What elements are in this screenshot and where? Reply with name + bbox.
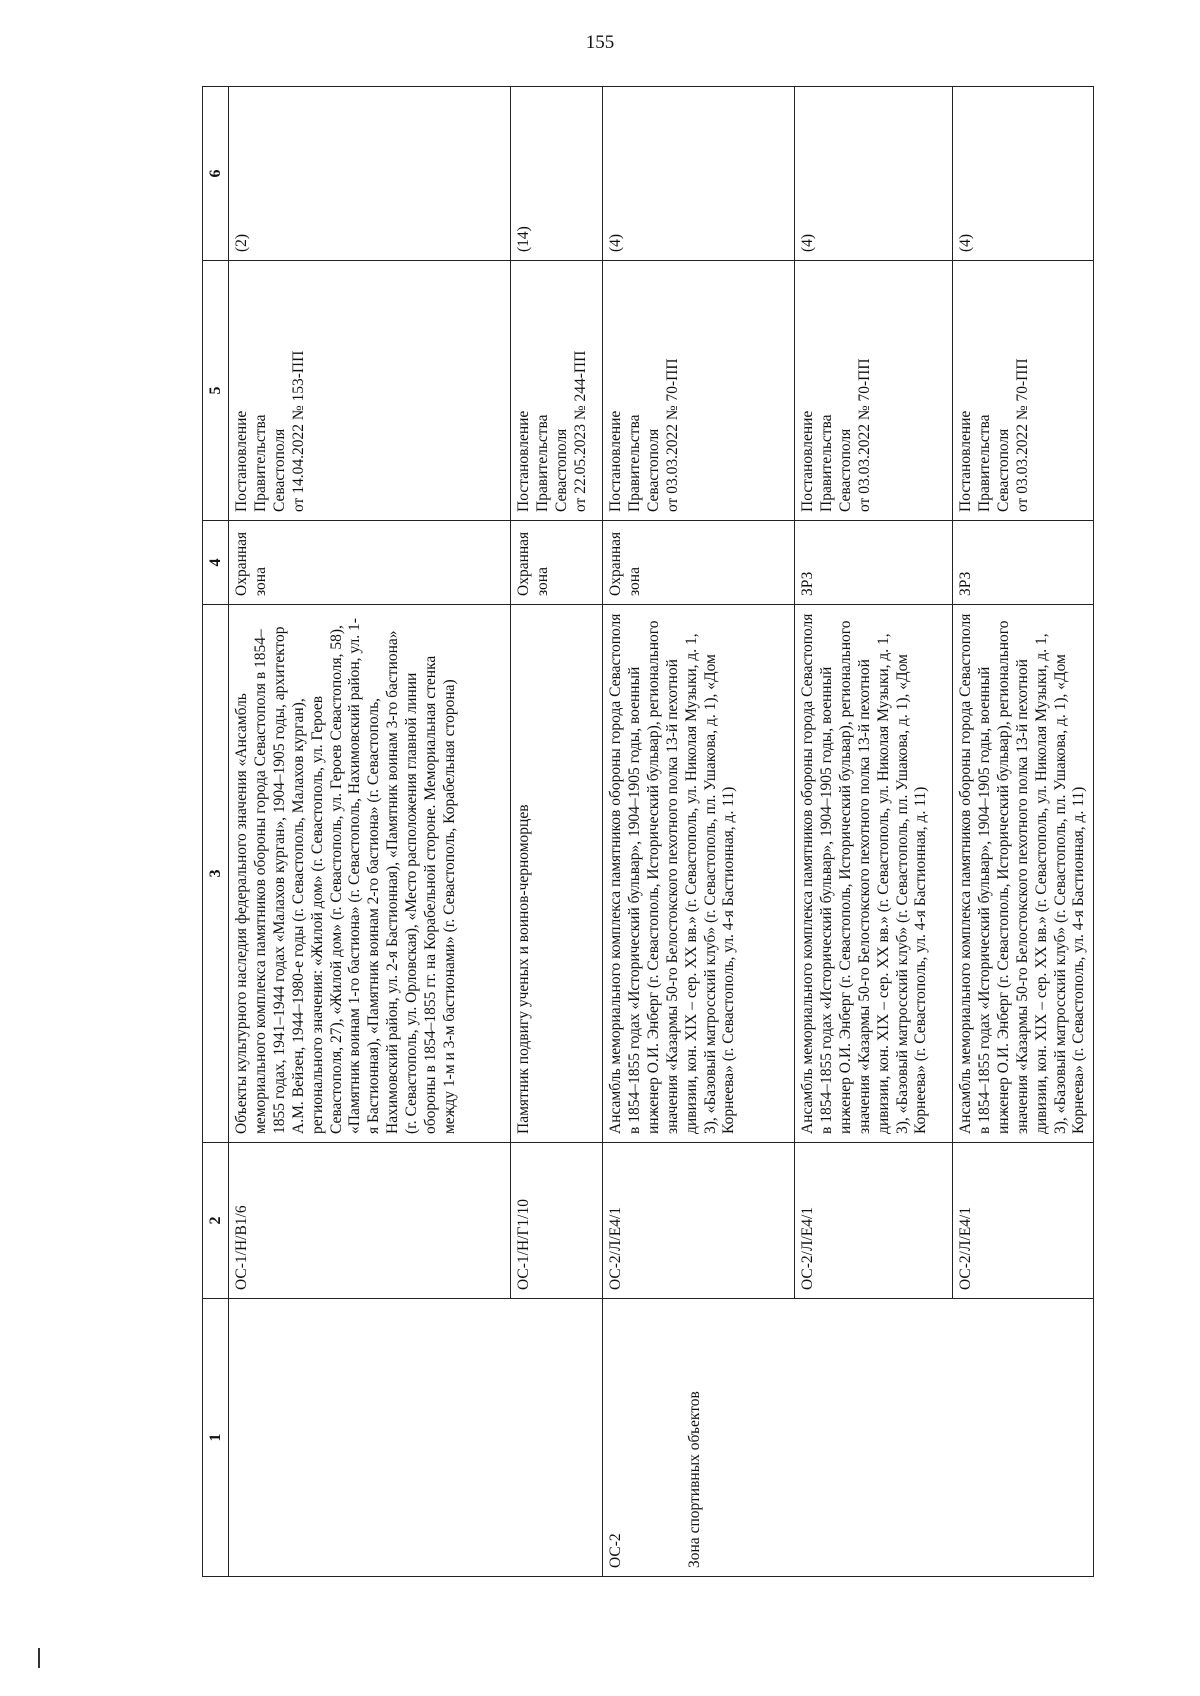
zone-type: ЗРЗ <box>953 521 1094 605</box>
table-header-row <box>203 87 229 1577</box>
object-description: Ансамбль мемориального комплекса памятников обороны города Севастополя в 1854–1855 годах «Исторический бульвар», 1904–1905 годы, военный инженер О.И. Энберг (г. Севастополь, Исторический бульвар), регионального значения «Казармы 50-го Белостокского пехотного полка 13-й пехотной дивизии, кон. XIX – сер. XX вв.» (г. Севастополь, ул. Николая Музыки, д. 1, 3), «Базовый матросский клуб» (г. Севастополь, пл. Ушакова, д. 1), «Дом Корнеева» (г. Севастополь, ул. 4-я Бастионная, д. 11) <box>953 605 1094 1143</box>
document-line: Севастополя <box>836 428 854 512</box>
zone-type: Охранная зона <box>511 521 603 605</box>
legal-document <box>795 261 953 521</box>
document-line: от 03.03.2022 № 70-ПП <box>663 358 681 512</box>
document-line: Севастополя <box>994 428 1012 512</box>
document-line: Правительства <box>625 414 643 512</box>
page-number: 155 <box>585 32 615 53</box>
note-ref: (14) <box>511 87 603 261</box>
document-line: Правительства <box>975 414 993 512</box>
note-ref: (2) <box>229 87 511 261</box>
legal-document <box>511 261 603 521</box>
table-row <box>603 87 795 1577</box>
document-line: Правительства <box>533 414 551 512</box>
document-line: Постановление <box>957 410 974 512</box>
column-header: 4 <box>203 521 229 605</box>
zone-cell <box>603 1299 1094 1577</box>
object-description: Объекты культурного наследия федерального значения «Ансамбль мемориального комплекса памятников обороны города Севастополя в 1854–1855 годах, 1941–1944 годах «Малахов курган», 1904–1905 годы, архитектор А.М. Вейзен, 1944–1980-е годы (г. Севастополь, Малахов курган), регионального значения: «Жилой дом» (г. Севастополь, ул. Героев Севастополя, 27), «Жилой дом» (г. Севастополь, ул. Героев Севастополя, 58), «Памятник воинам 1-го бастиона» (г. Севастополь, Нахимовский район, ул. 1-я Бастионная), «Памятник воинам 2-го бастиона» (г. Севастополь, Нахимовский район, ул. 2-я Бастионная), «Памятник воинам 3-го бастиона» (г. Севастополь, ул. Орловская), «Место расположения главной линии обороны в 1854–1855 гг. на Корабельной стороне. Мемориальная стенка между 1-м и 3-м бастионами» (г. Севастополь, Корабельная сторона) <box>229 605 511 1143</box>
zone-type: ЗРЗ <box>795 521 953 605</box>
object-code: ОС-2/Л/Е4/1 <box>953 1143 1094 1299</box>
document-line: от 03.03.2022 № 70-ПП <box>1013 358 1031 512</box>
document-line: от 03.03.2022 № 70-ПП <box>855 358 873 512</box>
note-ref: (4) <box>603 87 795 261</box>
column-header: 5 <box>203 261 229 521</box>
document-line: Правительства <box>251 414 269 512</box>
column-header: 3 <box>203 605 229 1143</box>
zones-table <box>202 86 1094 1577</box>
object-code: ОС-2/Л/Е4/1 <box>603 1143 795 1299</box>
object-description: Памятник подвигу ученых и воинов-черноморцев <box>511 605 603 1143</box>
zone-name: Зона спортивных объектов <box>685 1391 703 1568</box>
document-line: от 22.05.2023 № 244-ПП <box>571 350 589 512</box>
column-header: 6 <box>203 87 229 261</box>
document-line: Постановление <box>515 410 532 512</box>
object-code: ОС-1/Н/В1/6 <box>229 1143 511 1299</box>
zone-cell <box>229 1299 603 1577</box>
zone-type: Охранная зона <box>603 521 795 605</box>
column-header: 2 <box>203 1143 229 1299</box>
legal-document <box>953 261 1094 521</box>
document-line: Постановление <box>233 410 250 512</box>
object-code: ОС-2/Л/Е4/1 <box>795 1143 953 1299</box>
legal-document <box>229 261 511 521</box>
column-header: 1 <box>203 1299 229 1577</box>
scan-margin-mark <box>38 1648 40 1668</box>
legal-document <box>603 261 795 521</box>
rotated-table-wrapper <box>202 87 1092 1577</box>
object-code: ОС-1/Н/Г1/10 <box>511 1143 603 1299</box>
document-line: Правительства <box>817 414 835 512</box>
document-line: Севастополя <box>552 428 570 512</box>
note-ref: (4) <box>953 87 1094 261</box>
document-line: Севастополя <box>644 428 662 512</box>
note-ref: (4) <box>795 87 953 261</box>
document-line: от 14.04.2022 № 153-ПП <box>289 350 307 512</box>
zone-code: ОС-2 <box>607 1533 624 1568</box>
zone-type: Охранная зона <box>229 521 511 605</box>
table-row <box>229 87 511 1577</box>
document-line: Севастополя <box>270 428 288 512</box>
object-description: Ансамбль мемориального комплекса памятников обороны города Севастополя в 1854–1855 годах «Исторический бульвар», 1904–1905 годы, военный инженер О.И. Энберг (г. Севастополь, Исторический бульвар), регионального значения «Казармы 50-го Белостокского пехотного полка 13-й пехотной дивизии, кон. XIX – сер. XX вв.» (г. Севастополь, ул. Николая Музыки, д. 1, 3), «Базовый матросский клуб» (г. Севастополь, пл. Ушакова, д. 1), «Дом Корнеева» (г. Севастополь, ул. 4-я Бастионная, д. 11) <box>603 605 795 1143</box>
object-description: Ансамбль мемориального комплекса памятников обороны города Севастополя в 1854–1855 годах «Исторический бульвар», 1904–1905 годы, военный инженер О.И. Энберг (г. Севастополь, Исторический бульвар), регионального значения «Казармы 50-го Белостокского пехотного полка 13-й пехотной дивизии, кон. XIX – сер. XX вв.» (г. Севастополь, ул. Николая Музыки, д. 1, 3), «Базовый матросский клуб» (г. Севастополь, пл. Ушакова, д. 1), «Дом Корнеева» (г. Севастополь, ул. 4-я Бастионная, д. 11) <box>795 605 953 1143</box>
document-line: Постановление <box>799 410 816 512</box>
document-line: Постановление <box>607 410 624 512</box>
